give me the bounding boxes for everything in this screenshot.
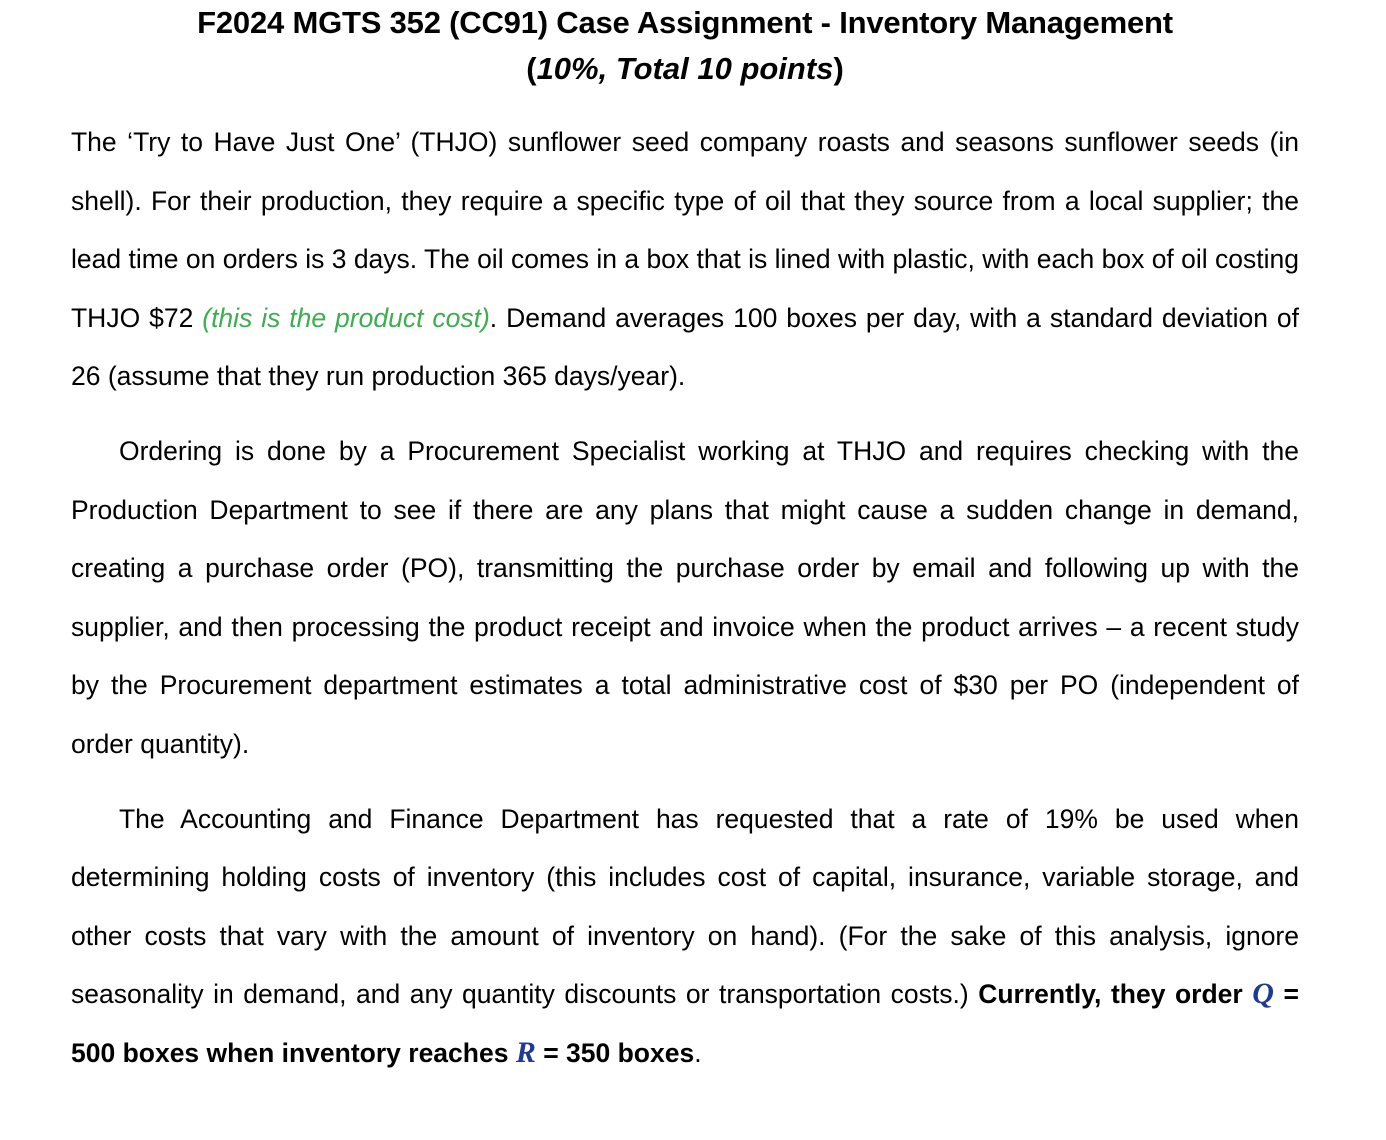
paragraph1-text-a: The ‘Try to Have Just One’ (THJO) sunflower seed company roasts and seasons sunflower seeds (in shell). For their production, they require a specific type of oil that they source from a local supplier; the lead time on orders is 3 days. The oil comes in a box that is lined with plastic, with each box of oil costing THJO $72 (71, 127, 1299, 333)
title-line-1: F2024 MGTS 352 (CC91) Case Assignment - Inventory Management (197, 5, 1173, 40)
current-policy-b: = 500 boxes when inventory reaches (71, 979, 1299, 1068)
document-page (71, 0, 1299, 1083)
product-cost-note: (this is the product cost) (202, 302, 490, 333)
paragraph-holding-costs (71, 790, 1299, 1083)
assignment-title (71, 0, 1299, 92)
title-weight: 10%, Total 10 points (536, 51, 834, 86)
paragraph3-end: . (694, 1037, 702, 1068)
current-policy-a: Currently, they order (978, 979, 1253, 1010)
title-paren-open: ( (526, 51, 537, 86)
title-paren-close: ) (833, 51, 844, 86)
current-policy-c: = 350 boxes (535, 1037, 695, 1068)
variable-q: Q (1252, 977, 1274, 1011)
variable-r: R (515, 1035, 536, 1069)
title-line-2 (71, 46, 1299, 92)
paragraph3-text: The Accounting and Finance Department has requested that a rate of 19% be used when determining holding costs of inventory (this includes cost of capital, insurance, variable storage, and other costs that vary with the amount of inventory on hand). (For the sake of this analysis, ignore seasonality in demand, and any quantity discounts or transportation costs.) (71, 803, 1299, 1010)
paragraph-ordering-process: Ordering is done by a Procurement Specialist working at THJO and requires checking with the Production Department to see if there are any plans that might cause a sudden change in demand, creating a purchase order (PO), transmitting the purchase order by email and following up with the supplier, and then processing the product receipt and invoice when the product arrives – a recent study by the Procurement department estimates a total administrative cost of $30 per PO (independent of order quantity). (71, 435, 1299, 759)
paragraph1-text-b: . Demand averages 100 boxes per day, with a standard deviation of 26 (assume that they run production 365 days/year). (71, 302, 1299, 392)
paragraph-company-background (71, 113, 1299, 406)
